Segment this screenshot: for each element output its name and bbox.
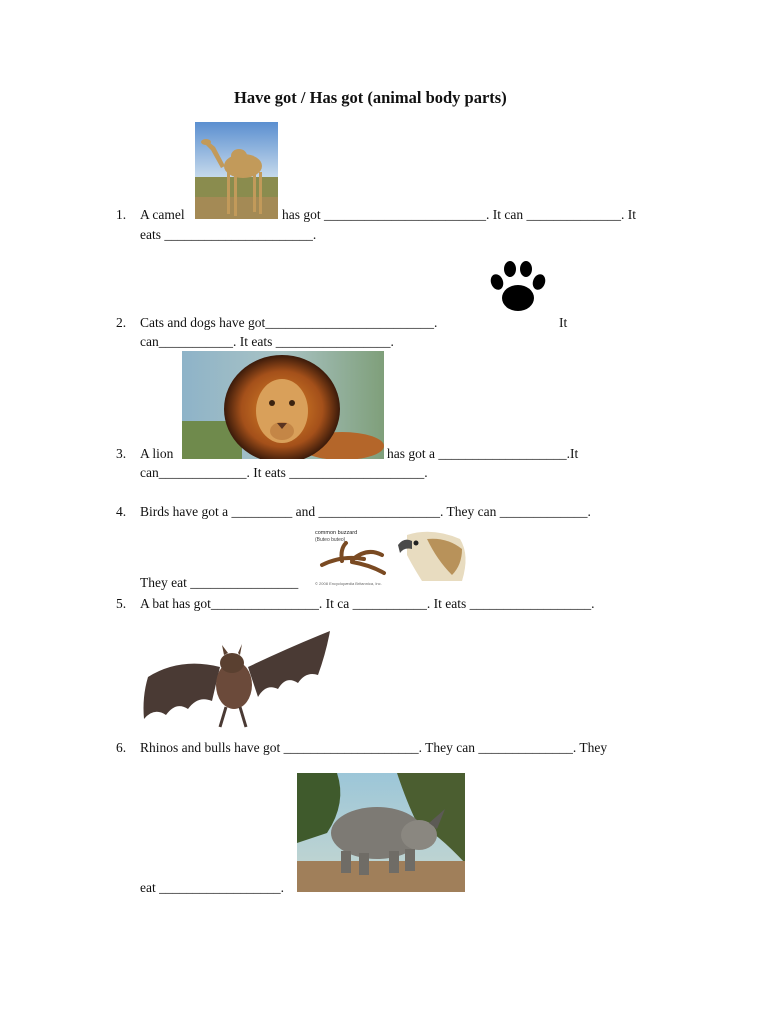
question-6-text-a: Rhinos and bulls have got ____________________. They can ______________. They [140,740,608,755]
question-3-text-c: can_____________. It eats ____________________. [140,465,428,480]
question-3-number: 3. [116,446,127,461]
page-title: Have got / Has got (animal body parts) [234,88,507,107]
bird-claw-and-beak-image [312,525,472,587]
question-6-text-c: eat __________________. [140,880,284,895]
question-4-text-a: Birds have got a _________ and __________________. They can _____________. [140,504,591,519]
question-2-text-b: It [559,315,568,330]
lion-image [182,351,384,459]
question-2-text-a: Cats and dogs have got_________________________. [140,315,438,330]
question-1-text-c: eats ______________________. [140,227,317,242]
question-1-text-b: has got ________________________. It can ______________. It [282,207,636,222]
camel-image [195,122,278,219]
question-4-number: 4. [116,504,127,519]
image-caption-2: (Buteo buteo) [315,537,346,543]
question-4-text-c: They eat ________________ [140,575,299,590]
question-3-text-a: A lion [140,446,174,461]
paw-print-image [475,246,560,326]
question-2-text-c: can___________. It eats _________________. [140,334,394,349]
question-3-text-b: has got a ___________________.It [387,446,579,461]
image-caption-1: common buzzard [315,530,358,536]
question-1-number: 1. [116,207,127,222]
question-5-text-a: A bat has got________________. It ca ___________. It eats __________________. [140,596,595,611]
bat-image [140,627,332,732]
question-6-number: 6. [116,740,127,755]
image-credit: © 2008 Encyclopædia Britannica, Inc. [315,581,382,586]
rhino-image [297,773,465,892]
question-1-text-a: A camel [140,207,185,222]
question-5-number: 5. [116,596,127,611]
question-2-number: 2. [116,315,127,330]
